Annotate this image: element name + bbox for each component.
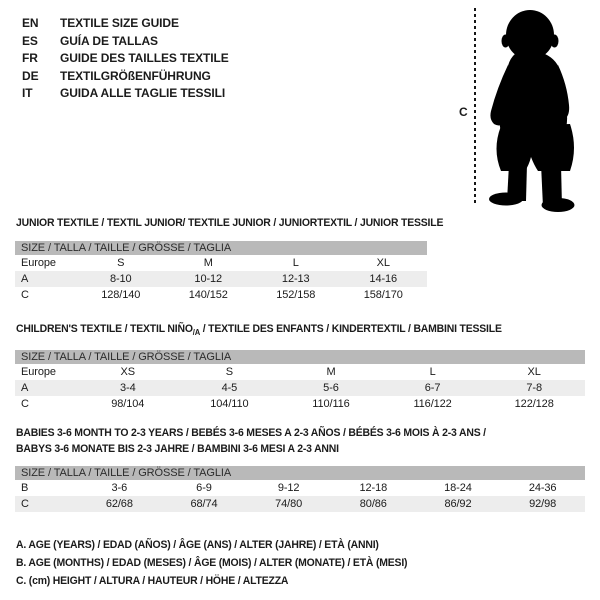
age-cell: 3-4 (119, 382, 136, 394)
size-header-row (15, 350, 585, 364)
height-cell: 140/152 (188, 289, 228, 301)
age-cell: 14-16 (369, 273, 398, 285)
size-cell: XL (376, 257, 390, 269)
language-row-fr (22, 50, 229, 68)
table-row-height (15, 396, 585, 412)
size-cell: L (429, 366, 436, 378)
language-title-list (22, 15, 229, 103)
size-header-row (15, 466, 585, 480)
measurement-legend (16, 536, 428, 590)
size-header-row (15, 241, 427, 255)
height-cell: 158/170 (363, 289, 403, 301)
months-cell: 24-36 (528, 482, 557, 494)
table-row-age (15, 271, 427, 287)
language-row-it (22, 85, 229, 103)
age-cell: 8-10 (109, 273, 132, 285)
height-cell: 86/92 (444, 498, 472, 510)
age-cell: 7-8 (526, 382, 542, 394)
size-cell: L (292, 257, 299, 269)
height-cell: 80/86 (359, 498, 387, 510)
size-cell: M (203, 257, 213, 269)
size-cell: XL (527, 366, 541, 378)
height-cell: 92/98 (529, 498, 557, 510)
row-label: C (21, 498, 29, 510)
height-cell: 98/104 (111, 398, 145, 410)
junior-table-title: JUNIOR TEXTILE / TEXTIL JUNIOR/ TEXTILE JUNIOR / JUNIORTEXTIL / JUNIOR TESSILE (16, 217, 444, 229)
language-code: ES (22, 33, 38, 48)
age-cell: 10-12 (194, 273, 223, 285)
row-label: B (21, 482, 29, 494)
age-cell: 12-13 (281, 273, 310, 285)
guide-title-fr: GUIDE DES TAILLES TEXTILE (60, 51, 229, 66)
children-title-sub: /A (192, 328, 201, 338)
language-row-es (22, 33, 229, 51)
language-code: IT (22, 86, 33, 101)
row-label: A (21, 382, 29, 394)
language-code: EN (22, 16, 39, 30)
height-cell: 122/128 (514, 398, 554, 410)
children-title-part1: CHILDREN'S TEXTILE / TEXTIL NIÑO (16, 323, 193, 335)
children-table-title (16, 322, 502, 340)
language-code: DE (22, 68, 39, 83)
language-row-en (22, 15, 229, 33)
size-header-label: SIZE / TALLA / TAILLE / GRÖSSE / TAGLIA (15, 350, 585, 364)
babies-size-table (15, 466, 585, 512)
row-label: Europe (21, 257, 56, 269)
children-title-part2: / TEXTILE DES ENFANTS / KINDERTEXTIL / BAMBINI TESSILE (200, 323, 502, 335)
language-row-de (22, 68, 229, 86)
height-cell: 68/74 (190, 498, 218, 510)
row-label: C (21, 289, 29, 301)
guide-title-en: TEXTILE SIZE GUIDE (60, 16, 179, 30)
legend-line-c: C. (cm) HEIGHT / ALTURA / HAUTEUR / HÖHE / ALTEZZA (16, 575, 289, 587)
babies-table-title-line2: BABYS 3-6 MONATE BIS 2-3 JAHRE / BAMBINI 3-6 MESI A 2-3 ANNI (16, 443, 339, 455)
size-header-label: SIZE / TALLA / TAILLE / GRÖSSE / TAGLIA (15, 241, 427, 255)
months-cell: 6-9 (196, 482, 212, 494)
legend-line-a: A. AGE (YEARS) / EDAD (AÑOS) / ÂGE (ANS) / ALTER (JAHRE) / ETÀ (ANNI) (16, 539, 379, 551)
height-marker-label: C (459, 105, 468, 119)
children-size-table (15, 350, 585, 412)
row-label: Europe (21, 366, 56, 378)
table-row-months (15, 480, 585, 496)
table-row-height (15, 287, 427, 303)
height-dotted-line (474, 8, 476, 205)
table-row-sizes (15, 255, 427, 271)
height-cell: 74/80 (275, 498, 303, 510)
months-cell: 18-24 (444, 482, 472, 494)
height-cell: 110/116 (312, 398, 350, 410)
height-cell: 62/68 (105, 498, 133, 510)
table-row-sizes (15, 364, 585, 380)
months-cell: 9-12 (277, 482, 300, 494)
height-cell: 116/122 (413, 398, 452, 410)
age-cell: 4-5 (221, 382, 238, 394)
size-cell: XS (120, 366, 136, 378)
row-label: A (21, 273, 29, 285)
height-cell: 128/140 (101, 289, 141, 301)
language-code: FR (22, 51, 38, 66)
guide-title-es: GUÍA DE TALLAS (60, 33, 158, 48)
row-label: C (21, 398, 29, 410)
height-cell: 152/158 (276, 289, 316, 301)
age-cell: 5-6 (323, 382, 339, 394)
months-cell: 3-6 (111, 482, 128, 494)
months-cell: 12-18 (359, 482, 388, 494)
guide-title-de: TEXTILGRÖßENFÜHRUNG (60, 68, 211, 83)
baby-silhouette-icon (481, 8, 591, 212)
age-cell: 6-7 (424, 382, 441, 394)
junior-size-table (15, 241, 427, 303)
size-cell: S (117, 257, 125, 269)
size-cell: S (225, 366, 234, 378)
size-header-label: SIZE / TALLA / TAILLE / GRÖSSE / TAGLIA (15, 466, 585, 480)
height-cell: 104/110 (210, 398, 249, 410)
legend-line-b: B. AGE (MONTHS) / EDAD (MESES) / ÂGE (MOIS) / ALTER (MONATE) / ETÀ (MESI) (16, 557, 408, 569)
table-row-age (15, 380, 585, 396)
guide-title-it: GUIDA ALLE TAGLIE TESSILI (60, 86, 226, 101)
size-cell: M (326, 366, 336, 378)
babies-table-title-line1: BABIES 3-6 MONTH TO 2-3 YEARS / BEBÉS 3-6 MESES A 2-3 AÑOS / BÉBÉS 3-6 MOIS À 2-3 ANS / (16, 427, 486, 439)
table-row-height (15, 496, 585, 512)
